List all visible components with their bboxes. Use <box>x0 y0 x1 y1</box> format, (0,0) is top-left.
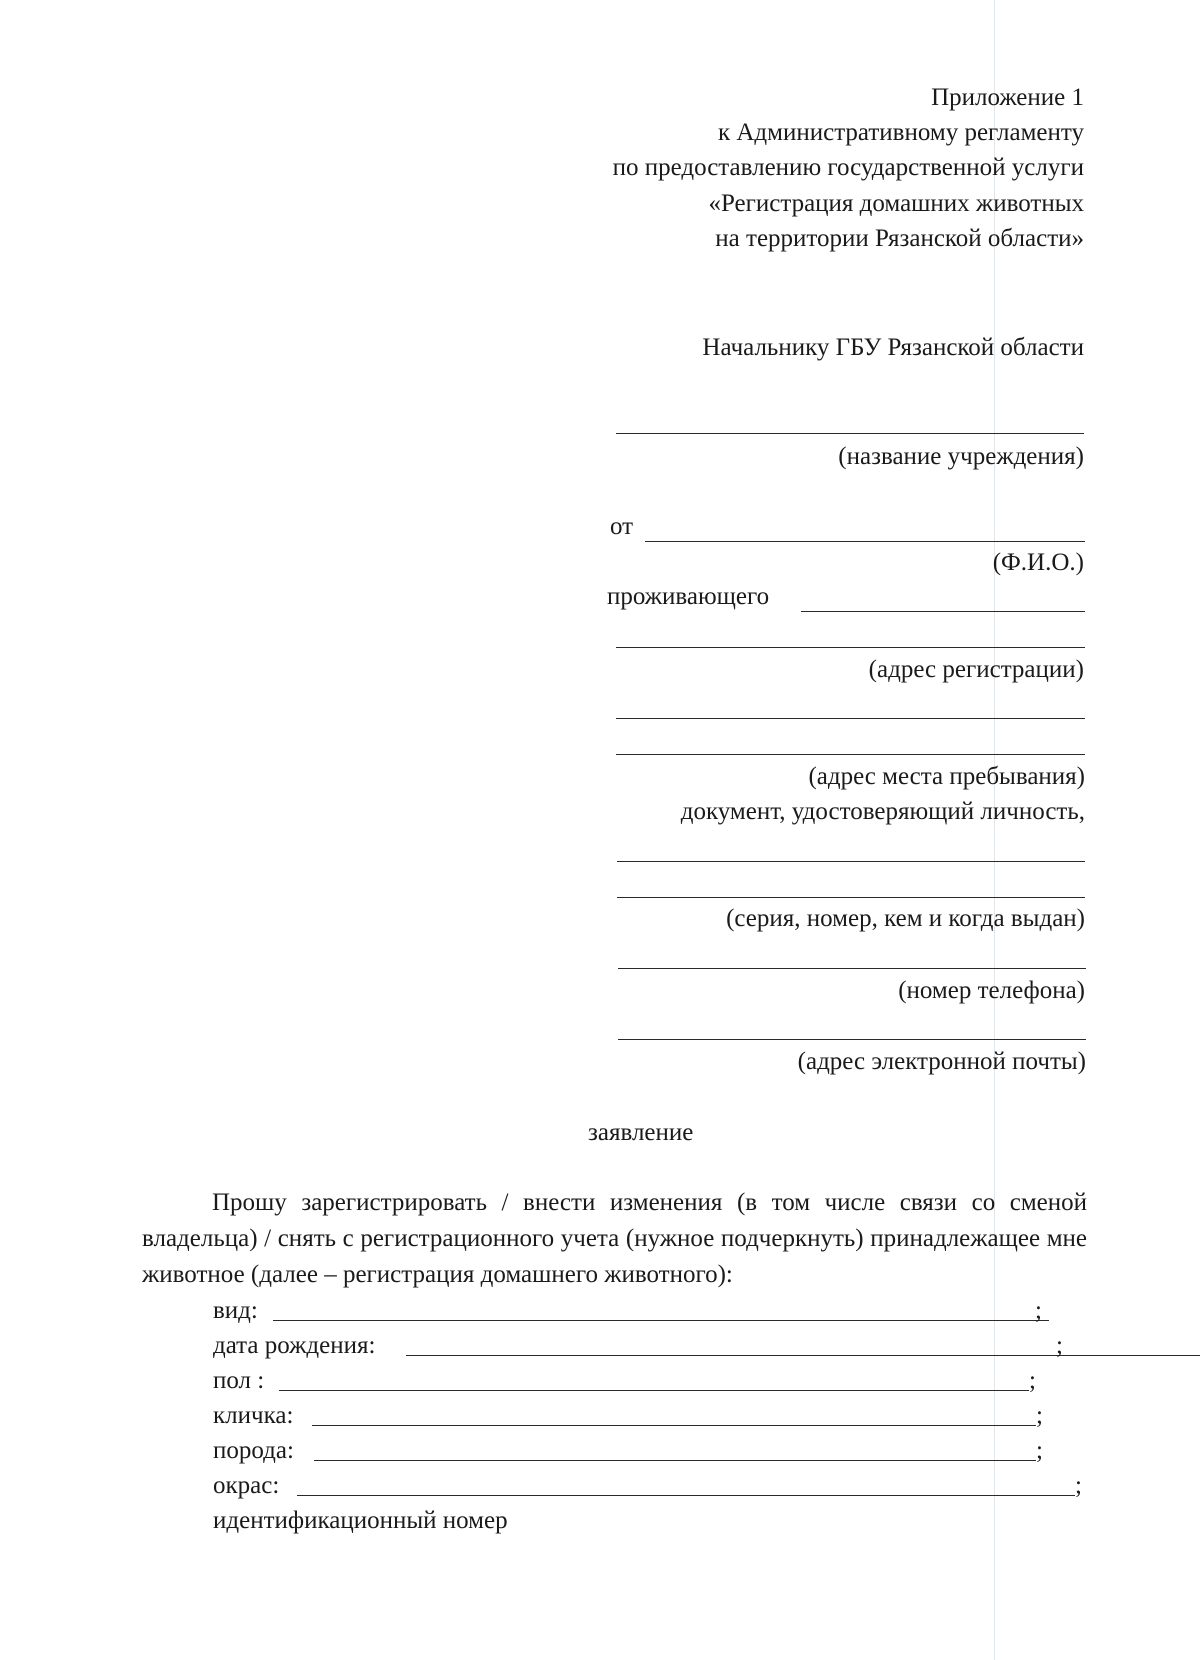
document-title: заявление <box>588 1119 694 1146</box>
appendix-line-1: Приложение 1 <box>931 84 1084 111</box>
field-end-color: ; <box>1075 1472 1082 1499</box>
field-row-name <box>213 1401 1043 1431</box>
institution-name-field[interactable] <box>616 405 1084 435</box>
from-label: от <box>610 513 634 540</box>
field-end-sex: ; <box>1029 1367 1036 1394</box>
email-caption: (адрес электронной почты) <box>797 1048 1086 1075</box>
field-label-breed: порода: <box>213 1437 294 1464</box>
residing-field[interactable] <box>801 583 1085 613</box>
request-paragraph-text: Прошу зарегистрировать / внести изменения (в том числе связи со сменой владельца) / снять с регистрационного учета (нужное подчеркнуть) принадлежащее мне животное (далее – регистрация домашнего животного): <box>142 1189 1087 1288</box>
request-paragraph <box>142 1185 1087 1293</box>
field-row-birthdate <box>213 1331 1063 1361</box>
addressee-to: Начальнику ГБУ Рязанской области <box>702 334 1084 361</box>
id-doc-field-1[interactable] <box>617 833 1085 863</box>
field-end-birthdate: ; <box>1056 1332 1063 1359</box>
email-field[interactable] <box>618 1011 1086 1041</box>
stay-address-field-1[interactable] <box>616 690 1085 720</box>
appendix-line-3: по предоставлению государственной услуги <box>612 154 1084 181</box>
reg-address-field[interactable] <box>616 619 1085 649</box>
field-label-birthdate: дата рождения: <box>213 1332 376 1359</box>
field-input-birthdate[interactable] <box>406 1355 1200 1356</box>
field-input-name[interactable] <box>312 1425 1036 1426</box>
field-label-sex: пол : <box>213 1367 265 1394</box>
field-input-color[interactable] <box>297 1495 1075 1496</box>
field-label-name: кличка: <box>213 1402 294 1429</box>
field-input-species[interactable] <box>273 1320 1049 1321</box>
field-label-species: вид: <box>213 1297 258 1324</box>
id-doc-label: документ, удостоверяющий личность, <box>680 798 1085 825</box>
id-doc-caption: (серия, номер, кем и когда выдан) <box>726 905 1085 932</box>
field-end-breed: ; <box>1036 1437 1043 1464</box>
field-input-sex[interactable] <box>279 1390 1029 1391</box>
fio-field[interactable] <box>645 513 1085 543</box>
field-label-color: окрас: <box>213 1472 280 1499</box>
residing-label: проживающего <box>607 583 770 610</box>
field-label-id-number: идентификационный номер <box>213 1507 508 1534</box>
field-end-name: ; <box>1036 1402 1043 1429</box>
field-row-breed <box>213 1436 1043 1466</box>
institution-name-caption: (название учреждения) <box>838 443 1084 470</box>
field-row-species <box>213 1296 1042 1326</box>
reg-address-caption: (адрес регистрации) <box>868 656 1084 683</box>
field-row-id-number <box>213 1506 508 1536</box>
field-row-sex <box>213 1366 1036 1396</box>
field-input-breed[interactable] <box>314 1460 1036 1461</box>
stay-address-field-2[interactable] <box>616 726 1085 756</box>
phone-caption: (номер телефона) <box>898 977 1085 1004</box>
stay-address-caption: (адрес места пребывания) <box>808 763 1085 790</box>
field-row-color <box>213 1471 1082 1501</box>
fio-caption: (Ф.И.О.) <box>992 549 1084 576</box>
phone-field[interactable] <box>618 940 1086 970</box>
field-end-species: ; <box>1035 1297 1042 1324</box>
appendix-line-2: к Административному регламенту <box>717 119 1084 146</box>
id-doc-field-2[interactable] <box>617 869 1085 899</box>
appendix-line-4: «Регистрация домашних животных <box>708 190 1084 217</box>
appendix-line-5: на территории Рязанской области» <box>715 225 1084 252</box>
